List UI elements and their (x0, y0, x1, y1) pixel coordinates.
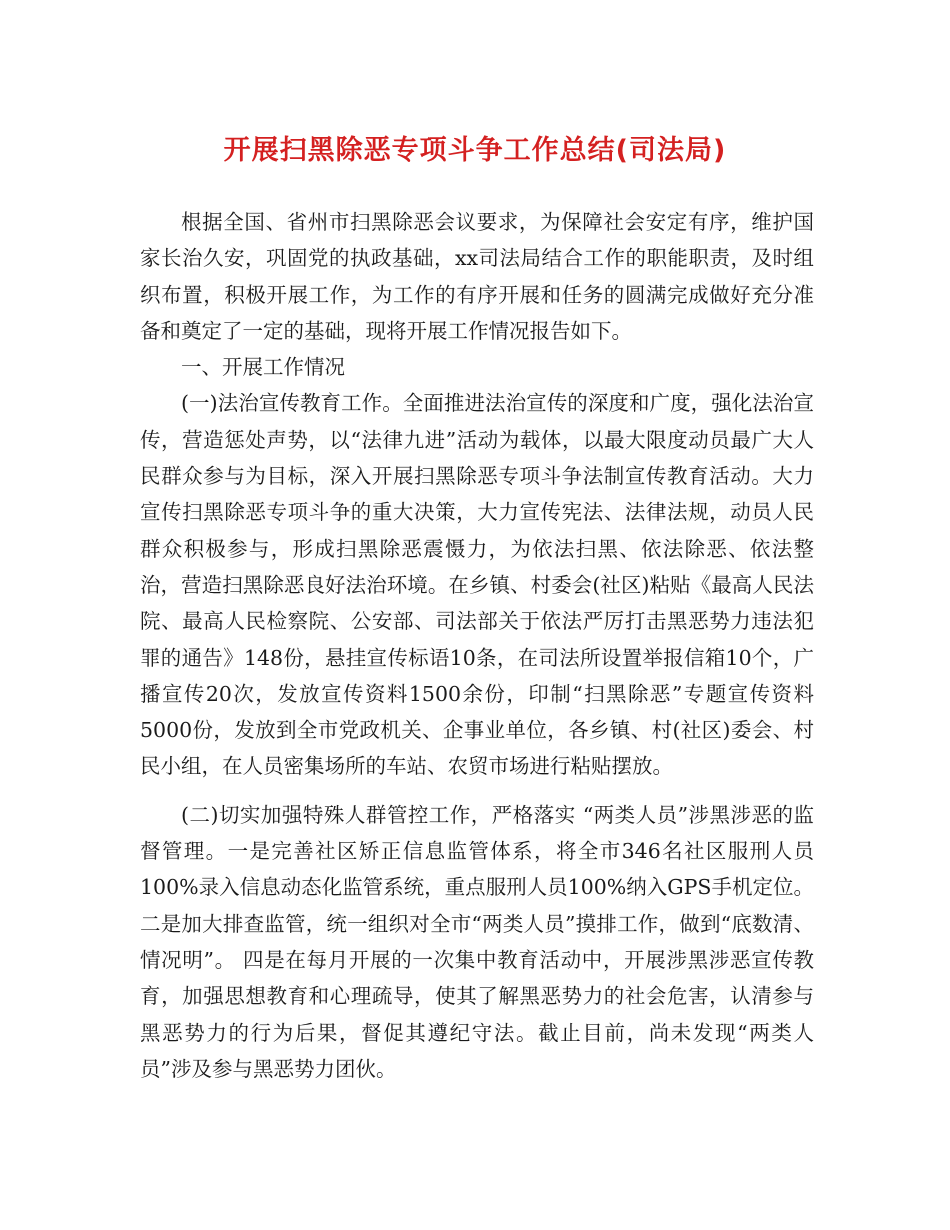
paragraph-legal-education: (一)法治宣传教育工作。全面推进法治宣传的深度和广度，强化法治宣传，营造惩处声势，以“法律九进”活动为载体，以最大限度动员最广大人民群众参与为目标，深入开展扫黑除恶专项斗争法制宣传教育活动。大力宣传扫黑除恶专项斗争的重大决策，大力宣传宪法、法律法规，动员人民群众积极参与，形成扫黑除恶震慑力，为依法扫黑、依法除恶、依法整治，营造扫黑除恶良好法治环境。在乡镇、村委会(社区)粘贴《最高人民法院、最高人民检察院、公安部、司法部关于依法严厉打击黑恶势力违法犯罪的通告》148份，悬挂宣传标语10条，在司法所设置举报信箱10个，广播宣传20次，发放宣传资料1500余份，印制“扫黑除恶”专题宣传资料5000份，发放到全市党政机关、企事业单位，各乡镇、村(社区)委会、村民小组，在人员密集场所的车站、农贸市场进行粘贴摆放。 (140, 391, 814, 779)
paragraph-intro: 根据全国、省州市扫黑除恶会议要求，为保障社会安定有序，维护国家长治久安，巩固党的执政基础，xx司法局结合工作的职能职责，及时组织布置，积极开展工作，为工作的有序开展和任务的圆满完成做好充分准备和奠定了一定的基础，现将开展工作情况报告如下。 (140, 210, 814, 343)
document-title: 开展扫黑除恶专项斗争工作总结(司法局) (223, 135, 727, 166)
paragraph-special-groups: (二)切实加强特殊人群管控工作，严格落实 “两类人员”涉黑涉恶的监督管理。一是完善社区矫正信息监管体系，将全市346名社区服刑人员100%录入信息动态化监管系统，重点服刑人员100%纳入GPS手机定位。二是加大排查监管，统一组织对全市“两类人员”摸排工作，做到“底数清、情况明”。 四是在每月开展的一次集中教育活动中，开展涉黑涉恶宣传教育，加强思想教育和心理疏导，使其了解黑恶势力的社会危害，认清参与黑恶势力的行为后果，督促其遵纪守法。截止目前，尚未发现“两类人员”涉及参与黑恶势力团伙。 (140, 802, 814, 1081)
section-heading: 一、开展工作情况 (181, 355, 345, 380)
document-body (140, 204, 814, 1087)
